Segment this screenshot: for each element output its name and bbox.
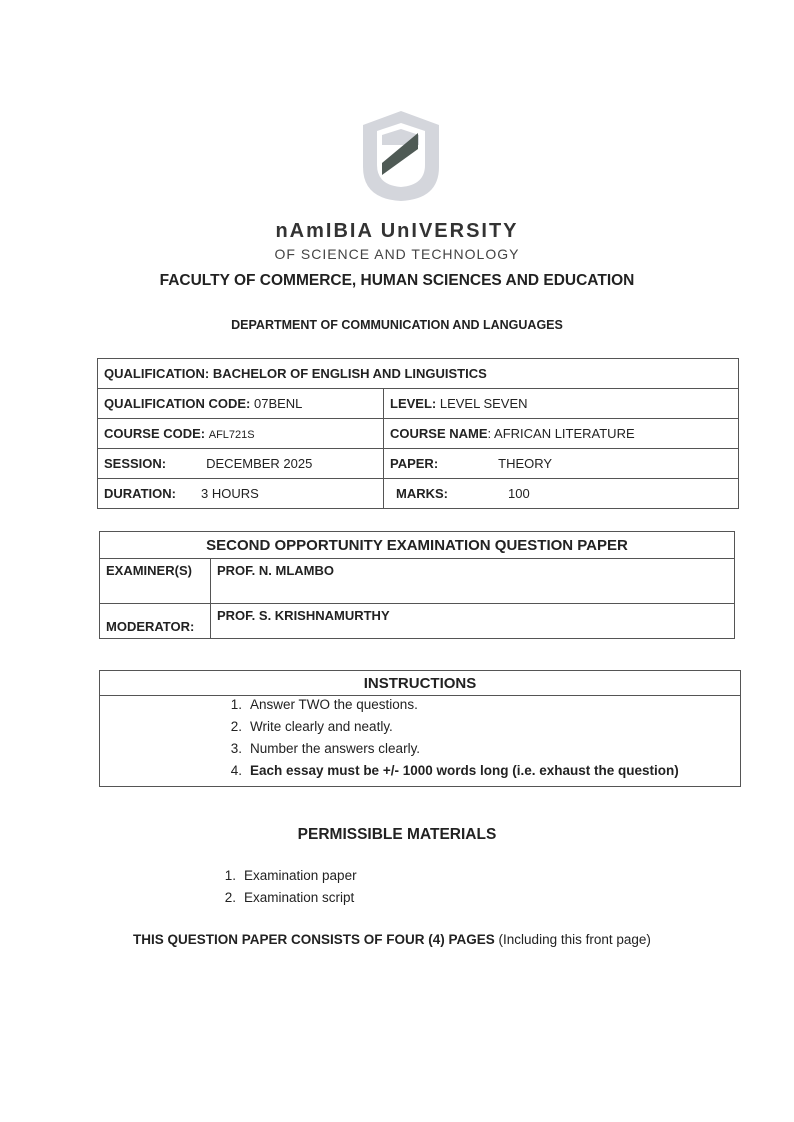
marks-cell [384,479,739,509]
department-title: DEPARTMENT OF COMMUNICATION AND LANGUAGES [231,318,563,332]
label: SESSION: [104,456,167,471]
item-text: Each essay must be +/- 1000 words long (i.e. exhaust the question) [250,763,679,778]
list-item [218,760,679,782]
list-item [218,716,679,738]
paper: THEORY [498,456,553,471]
duration: 3 HOURS [200,486,259,501]
list-item [218,694,679,716]
item-number: 1. [230,697,242,712]
item-text: Answer TWO the questions. [250,697,418,712]
instructions-title: INSTRUCTIONS [100,671,740,696]
course-name: : AFRICAN LITERATURE [487,426,635,441]
qualification: BACHELOR OF ENGLISH AND LINGUISTICS [212,366,487,381]
qualification-code: 07BENL [253,396,303,411]
list-item [212,887,357,909]
university-logo-icon [355,105,447,205]
duration-cell [98,479,384,509]
moderator-name: PROF. S. KRISHNAMURTHY [211,604,735,639]
page-count-bold: THIS QUESTION PAPER CONSISTS OF FOUR (4) PAGES [133,932,495,947]
course-name-cell [384,419,739,449]
item-text: Examination paper [244,868,357,883]
item-text: Examination script [244,890,355,905]
label: COURSE CODE: [104,426,206,441]
label: QUALIFICATION: [104,366,210,381]
materials-list [212,865,357,909]
level-cell [384,389,739,419]
examiner-label: EXAMINER(S) [100,559,211,604]
list-item [218,738,679,760]
qualification-cell [98,359,739,389]
level: LEVEL SEVEN [439,396,528,411]
item-number: 2. [230,719,242,734]
materials-title: PERMISSIBLE MATERIALS [297,826,497,843]
paper-cell [384,449,739,479]
item-number: 3. [230,741,242,756]
label: DURATION: [104,486,176,501]
label: LEVEL: [390,396,437,411]
page-count-note-text: (Including this front page) [494,932,651,947]
marks: 100 [508,486,530,501]
label: QUALIFICATION CODE: [104,396,251,411]
course-code: AFL721S [208,429,255,441]
moderator-label: MODERATOR: [100,604,211,639]
label: PAPER: [390,456,439,471]
instructions-list [218,694,679,782]
examiner-name: PROF. N. MLAMBO [211,559,735,604]
examiners-table [99,531,735,639]
university-name: nAmIBIA UnIVERSITY [275,220,519,242]
item-number: 4. [230,763,242,778]
item-text: Write clearly and neatly. [250,719,393,734]
qualification-code-cell [98,389,384,419]
list-item [212,865,357,887]
label: COURSE NAME [390,426,488,441]
session: DECEMBER 2025 [206,456,313,471]
course-details-table [97,358,739,509]
page-count-note [133,932,651,947]
course-code-cell [98,419,384,449]
item-text: Number the answers clearly. [250,741,421,756]
exam-title: SECOND OPPORTUNITY EXAMINATION QUESTION PAPER [100,532,735,559]
label: MARKS: [396,486,448,501]
university-subtitle: OF SCIENCE AND TECHNOLOGY [274,246,520,262]
item-number: 1. [224,868,236,883]
item-number: 2. [224,890,236,905]
session-cell [98,449,384,479]
faculty-title: FACULTY OF COMMERCE, HUMAN SCIENCES AND EDUCATION [159,272,635,289]
